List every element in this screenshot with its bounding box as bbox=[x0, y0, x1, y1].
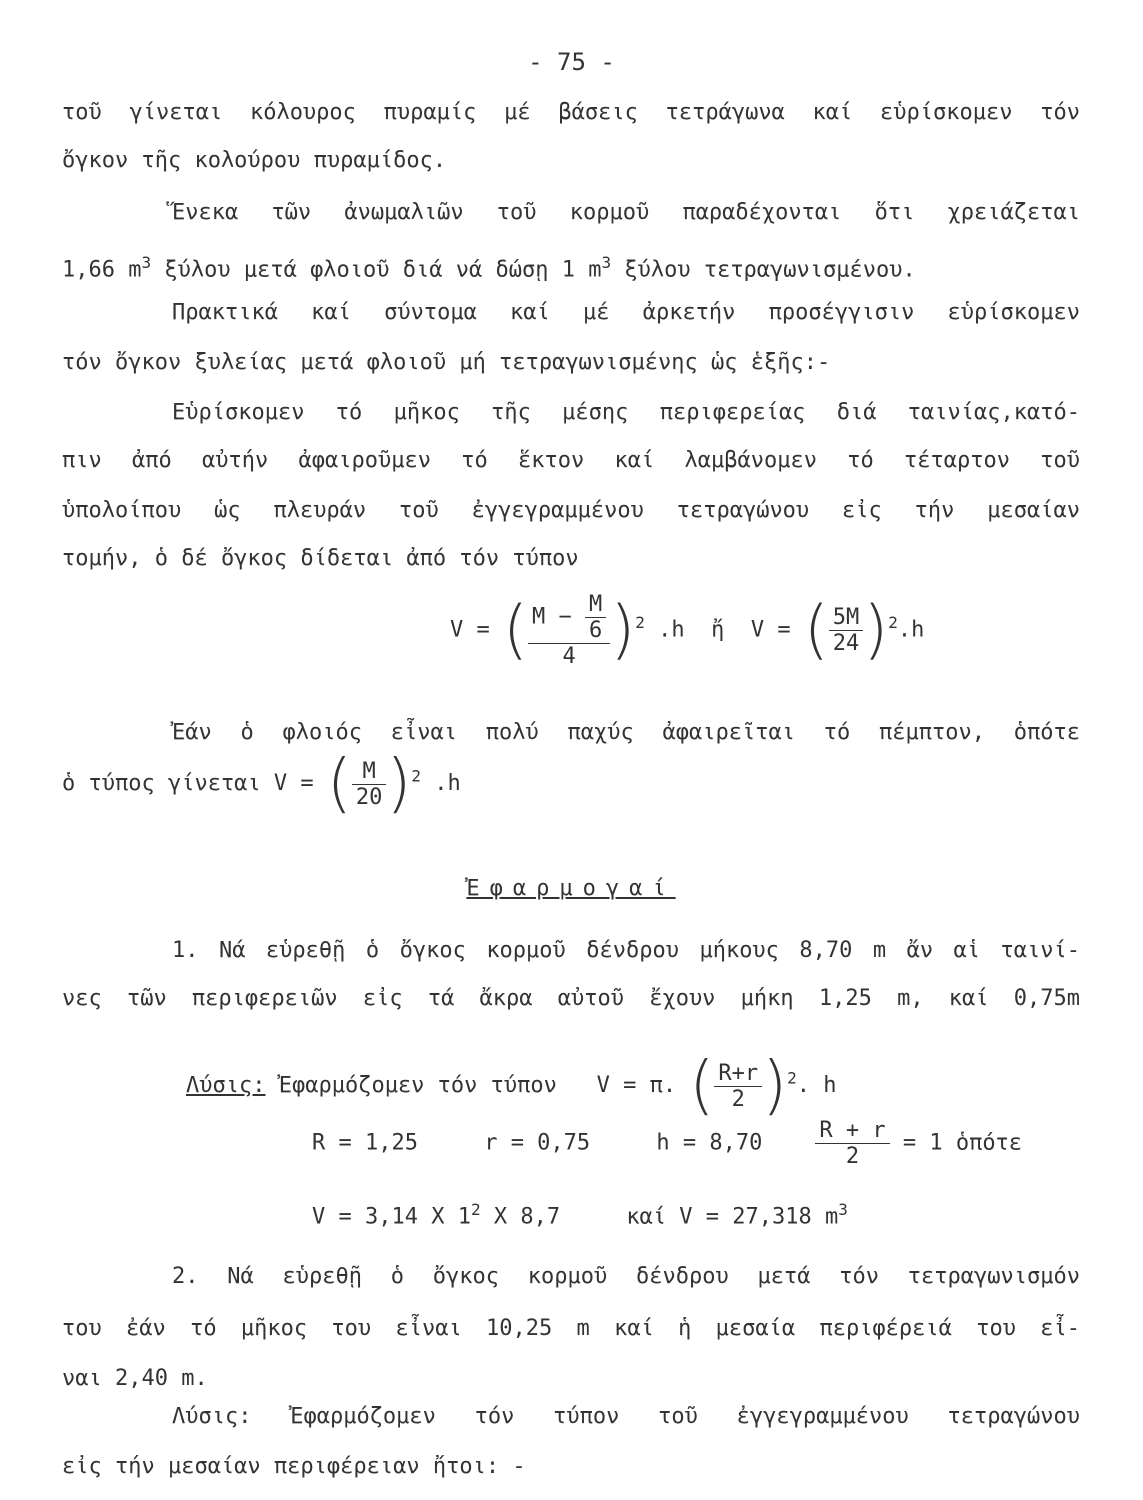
formula-volume-1: V = ( M − $\frac{M}{6}$ 4 )$^2$ .h ἤ V = ( $\frac{5M}{24}$ )$^2$.h bbox=[450, 592, 925, 669]
text-line-2: ὄγκον τῆς κολούρου πυραμίδος. bbox=[62, 148, 447, 173]
text-line-6: τόν ὄγκον ξυλείας μετά φλοιοῦ μή τετραγωνισμένης ὡς ἑξῆς:- bbox=[62, 350, 831, 375]
text-line-9: ὑπολοίπου ὡς πλευράν τοῦ ἐγγεγραμμένου τετραγώνου εἰς τήν μεσαίαν bbox=[62, 498, 1080, 523]
text-line-12: 1. Νά εὑρεθῇ ὁ ὄγκος κορμοῦ δένδρου μήκους 8,70 m ἄν αἱ ταινί- bbox=[172, 938, 1080, 963]
text-line-5: Πρακτικά καί σύντομα καί μέ ἀρκετήν προσέγγισιν εὑρίσκομεν bbox=[172, 300, 1080, 325]
text-line-17: Λύσις: Ἐφαρμόζομεν τόν τύπον τοῦ ἐγγεγραμμένου τετραγώνου bbox=[172, 1404, 1080, 1429]
text-line-8: πιν ἀπό αὐτήν ἀφαιροῦμεν τό ἕκτον καί λαμβάνομεν τό τέταρτον τοῦ bbox=[62, 448, 1080, 473]
text-line-16: ναι 2,40 m. bbox=[62, 1366, 208, 1391]
text-line-4: 1,66 $m^3$ ξύλου μετά φλοιοῦ διά νά δώσῃ 1 $m^3$ ξύλου τετραγωνισμένου. bbox=[62, 253, 916, 283]
solution-1-calculation: V = 3,14 X $1^2$ X 8,7 καί V = 27,318 $m^3$ bbox=[312, 1200, 848, 1230]
section-heading: Ἐφαρμογαί bbox=[466, 876, 676, 901]
solution-1-formula: Λύσις: Ἐφαρμόζομεν τόν τύπον V = π. ( $\frac{R+r}{2}$ )$^2$. h bbox=[186, 1049, 837, 1123]
text-line-18: εἰς τήν μεσαίαν περιφέρειαν ἤτοι: - bbox=[62, 1454, 526, 1479]
formula-volume-2: ὁ τύπος γίνεται V = ( $\frac{M}{20}$ )$^2$ .h bbox=[62, 747, 461, 821]
text-line-1: τοῦ γίνεται κόλουρος πυραμίς μέ βάσεις τετράγωνα καί εὑρίσκομεν τόν bbox=[62, 100, 1080, 125]
page-number: - 75 - bbox=[528, 48, 615, 76]
text-line-10: τομήν, ὁ δέ ὄγκος δίδεται ἀπό τόν τύπον bbox=[62, 546, 579, 571]
text-line-14: 2. Νά εὑρεθῇ ὁ ὄγκος κορμοῦ δένδρου μετά τόν τετραγωνισμόν bbox=[172, 1264, 1080, 1289]
text-line-13: νες τῶν περιφερειῶν εἰς τά ἄκρα αὐτοῦ ἔχουν μήκη 1,25 m, καί 0,75m bbox=[62, 986, 1080, 1011]
text-line-11: Ἐάν ὁ φλοιός εἶναι πολύ παχύς ἀφαιρεῖται τό πέμπτον, ὁπότε bbox=[172, 720, 1080, 745]
solution-1-values: R = 1,25 r = 0,75 h = 8,70 $\frac{R + r}{2}$ = 1 ὁπότε bbox=[312, 1118, 1023, 1169]
text-line-7: Εὑρίσκομεν τό μῆκος τῆς μέσης περιφερείας διά ταινίας,κατό- bbox=[172, 400, 1080, 425]
text-line-3: Ἕνεκα τῶν ἀνωμαλιῶν τοῦ κορμοῦ παραδέχονται ὅτι χρειάζεται bbox=[172, 200, 1080, 225]
text-line-15: του ἐάν τό μῆκος του εἶναι 10,25 m καί ἡ μεσαία περιφέρειά του εἶ- bbox=[62, 1316, 1080, 1341]
